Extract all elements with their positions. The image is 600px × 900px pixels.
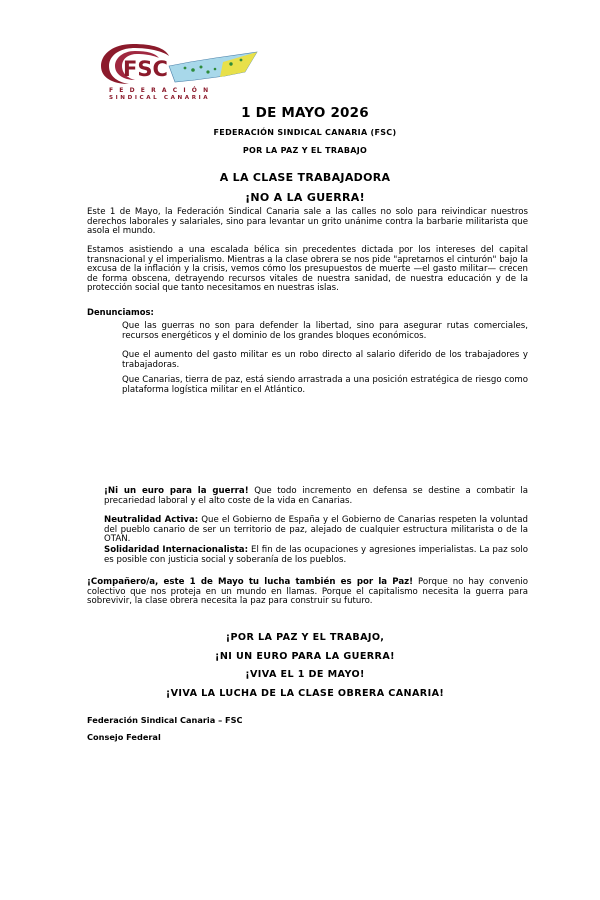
closing-text: Porque no hay convenio colectivo que nos proteja en un mundo en llamas. Porque el capitalismo necesita la guerra para sobrevivir, la clase obrera necesita la paz para construir su futuro.	[87, 577, 528, 607]
fsc-logo	[95, 36, 265, 100]
demand-text: Que todo incremento en defensa se destine a combatir la precariedad laboral y el alto coste de la vida en Canarias.	[104, 486, 528, 506]
heading-clase-trabajadora: A LA CLASE TRABAJADORA	[219, 171, 391, 184]
document-subtitle-org: FEDERACIÓN SINDICAL CANARIA (FSC)	[213, 128, 397, 137]
logo-island	[214, 68, 217, 71]
slogan: ¡VIVA LA LUCHA DE LA CLASE OBRERA CANARIA!	[165, 688, 445, 699]
logo-island	[229, 62, 232, 65]
document-subtitle-motto: POR LA PAZ Y EL TRABAJO	[242, 146, 368, 155]
denuncia-item: Que las guerras no son para defender la libertad, sino para asegurar rutas comerciales, recursos energéticos y el dominio de los grandes bloques económicos.	[122, 321, 528, 341]
intro-paragraph: Este 1 de Mayo, la Federación Sindical Canaria sale a las calles no solo para reivindicar nuestros derechos laborales y salariales, sino para levantar un grito unánime contra la barbarie militarista que asola el mundo.	[87, 207, 528, 237]
demand-title: Solidaridad Internacionalista:	[104, 545, 249, 555]
closing-headline: ¡Compañero/a, este 1 de Mayo tu lucha también es por la Paz!	[87, 577, 414, 587]
demand-text: El fin de las ocupaciones y agresiones imperialistas. La paz solo es posible con justicia social y soberanía de los pueblos.	[104, 545, 528, 565]
demand-title: ¡Ni un euro para la guerra!	[104, 486, 249, 496]
logo-island	[191, 68, 195, 72]
demand-text: Que el Gobierno de España y el Gobierno de Canarias respeten la voluntad del pueblo canario de ser un territorio de paz, alejado de cualquier estructura militarista o de la OTAN.	[104, 515, 528, 545]
slogan: ¡VIVA EL 1 DE MAYO!	[245, 669, 365, 680]
logo-line2: SINDICAL CANARIA	[109, 95, 211, 100]
logo-island	[206, 70, 209, 73]
denunciamos-label: Denunciamos:	[87, 307, 154, 317]
denuncia-item: Que el aumento del gasto militar es un robo directo al salario diferido de los trabajadores y trabajadoras.	[122, 350, 528, 370]
slogan: ¡NI UN EURO PARA LA GUERRA!	[215, 651, 395, 662]
context-paragraph: Estamos asistiendo a una escalada bélica sin precedentes dictada por los intereses del capital transnacional y el imperialismo. Mientras a la clase obrera se nos pide "apretarnos el cinturón" bajo la excusa de la inflación y la crisis, vemos cómo los presupuestos de muerte —el gasto militar— crecen de forma obscena, detrayendo recursos vitales de nuestra sanidad, de nuestra educación y de la protección social que tanto necesitamos en nuestras islas.	[87, 245, 528, 294]
demand-item	[104, 487, 528, 506]
signature-org: Federación Sindical Canaria – FSC	[87, 715, 243, 725]
closing-paragraph	[87, 578, 528, 607]
logo-island	[200, 66, 203, 69]
demand-item	[104, 516, 528, 545]
logo-island	[240, 59, 243, 62]
denuncia-item: Que Canarias, tierra de paz, está siendo arrastrada a una posición estratégica de riesgo como plataforma logística militar en el Atlántico.	[122, 375, 528, 395]
demand-item	[104, 546, 528, 565]
signature-council: Consejo Federal	[87, 732, 161, 742]
logo-island	[184, 67, 187, 70]
slogan: ¡POR LA PAZ Y EL TRABAJO,	[225, 632, 385, 643]
logo-fsc-text: FSC	[123, 57, 168, 81]
demand-title: Neutralidad Activa:	[104, 515, 199, 525]
document-title: 1 DE MAYO 2026	[241, 105, 369, 121]
logo-line1: FEDERACIÓN	[109, 87, 215, 94]
fsc-logo-graphic	[95, 36, 265, 100]
heading-no-guerra: ¡NO A LA GUERRA!	[245, 191, 365, 204]
